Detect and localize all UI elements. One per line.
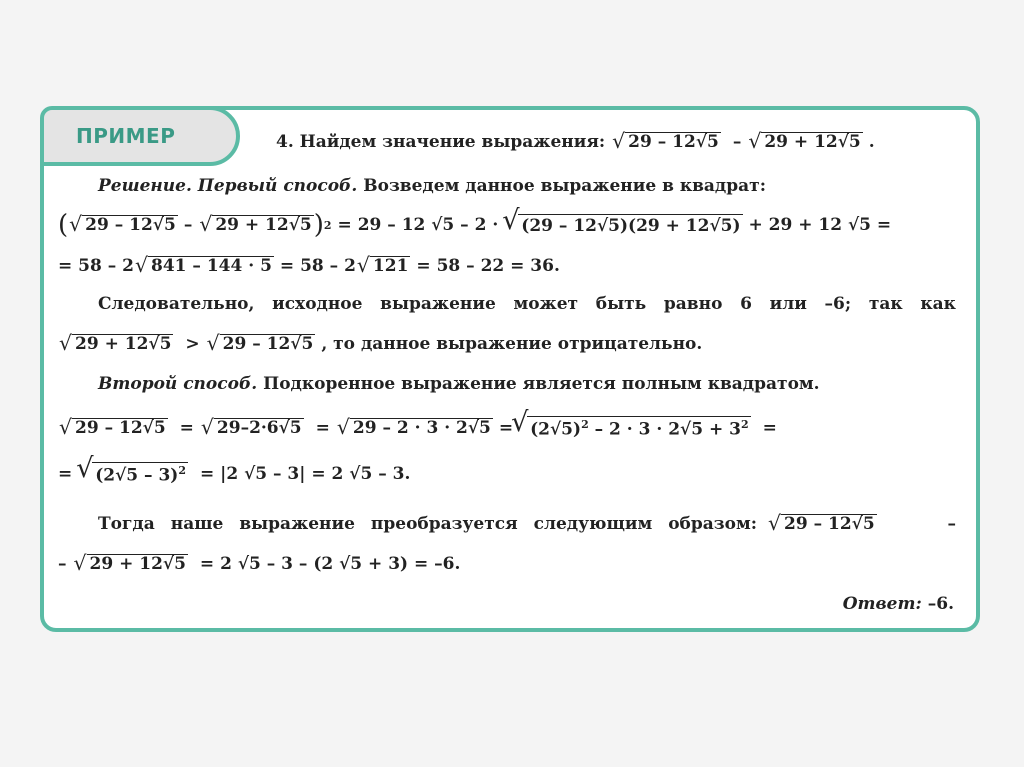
l3-root-2: √ 29 + 12√5 [212,215,313,236]
l3-root-3: √ (29 – 12√5)(29 + 12√5) [518,214,742,237]
l8-root-4 [527,416,750,440]
l8-root-3: √ 29 – 2 · 3 · 2√5 [350,418,493,439]
word: наше [170,514,224,535]
example-badge [40,106,240,166]
l8-root-2: √ 29–2·6√5 [214,418,304,439]
final-line [58,554,956,575]
word: Следовательно, [98,294,255,314]
l6-gt: > [185,334,200,355]
close-paren: ) [313,210,324,240]
l4-b: = 58 – 2 [279,256,356,277]
conclusion-line [98,294,956,314]
word: Тогда [98,514,155,535]
full-square-line [58,416,956,440]
task-minus: – [732,132,742,153]
l6-text: , то данное выражение отрицательно. [321,334,703,355]
word: быть [595,294,647,314]
l3-end: + 29 + 12 √5 = [748,215,892,235]
l8-eq4: = [762,418,777,439]
word: выражение [239,514,355,535]
word: может [513,294,579,314]
answer-label: Ответ: [842,594,922,614]
l4-root-1: √ 841 – 144 · 5 [148,256,274,277]
word: или [769,294,807,314]
l8-eq3: = [498,418,514,439]
l4-root-2: √ 121 [370,256,411,277]
l9-rest: = |2 √5 – 3| = 2 √5 – 3. [200,464,411,485]
comparison-line [58,334,956,355]
l8-r4a: (2√5) [530,419,582,440]
l8-root-1: √ 29 – 12√5 [72,418,168,439]
l9-root [92,462,188,486]
l8-r4pow: 2 [581,418,589,431]
l11-root: √ 29 + 12√5 [87,554,188,575]
task-prefix: 4. Найдем значение выражения: [276,132,606,153]
word: преобразуется [370,514,518,535]
l6-root-1: √ 29 + 12√5 [72,334,173,355]
l3-minus: – [183,215,193,235]
solution1-line [98,176,956,196]
task-line [276,132,956,153]
word: следующим [533,514,653,535]
word: выражение [380,294,496,314]
square-expansion-line [58,212,956,238]
l10-minus: – [947,514,956,535]
l3-power: 2 [323,218,332,232]
l4-a: = 58 – 2 [58,256,134,277]
solution2-text: Подкоренное выражение является полным квадратом. [263,374,820,394]
example-card [40,106,980,632]
l3-root-1: √ 29 – 12√5 [82,215,178,236]
l3-middle: = 29 – 12 √5 – 2 · [337,215,499,235]
word: –6; [824,294,852,314]
task-root-2: √ 29 + 12√5 [761,132,862,153]
answer-value: –6. [927,594,954,614]
l10-root: √ 29 – 12√5 [781,514,877,535]
word: образом: [668,514,758,535]
solution1-label: Решение. Первый способ. [98,176,358,196]
word: 6 [740,294,752,314]
l4-c: = 58 – 22 = 36. [416,256,560,277]
word: равно [663,294,723,314]
square-result-line [58,256,956,277]
l8-eq1: = [179,418,194,439]
task-root-1: √ 29 – 12√5 [625,132,721,153]
l6-root-2: √ 29 – 12√5 [220,334,316,355]
l9-eq: = [58,464,73,485]
l8-r4pow2: 2 [740,418,749,431]
l9-pow: 2 [178,464,186,477]
solution2-label: Второй способ. [98,374,258,394]
word: исходное [272,294,363,314]
l8-r4b: – 2 · 3 · 2√5 + 3 [588,419,741,440]
word: как [920,294,956,314]
l11-minus: – [58,554,67,575]
task-dot: . [868,132,875,153]
transform-line [98,514,956,535]
solution1-text: Возведем данное выражение в квадрат: [363,176,766,196]
word: так [868,294,903,314]
l11-rest: = 2 √5 – 3 – (2 √5 + 3) = –6. [199,554,461,575]
l9-r1: (2√5 – 3) [95,465,179,486]
answer-line [843,594,954,614]
solution2-line [98,374,956,394]
badge-label: ПРИМЕР [76,124,176,148]
l8-eq2: = [315,418,330,439]
abs-value-line [58,462,956,486]
open-paren: ( [58,210,69,240]
